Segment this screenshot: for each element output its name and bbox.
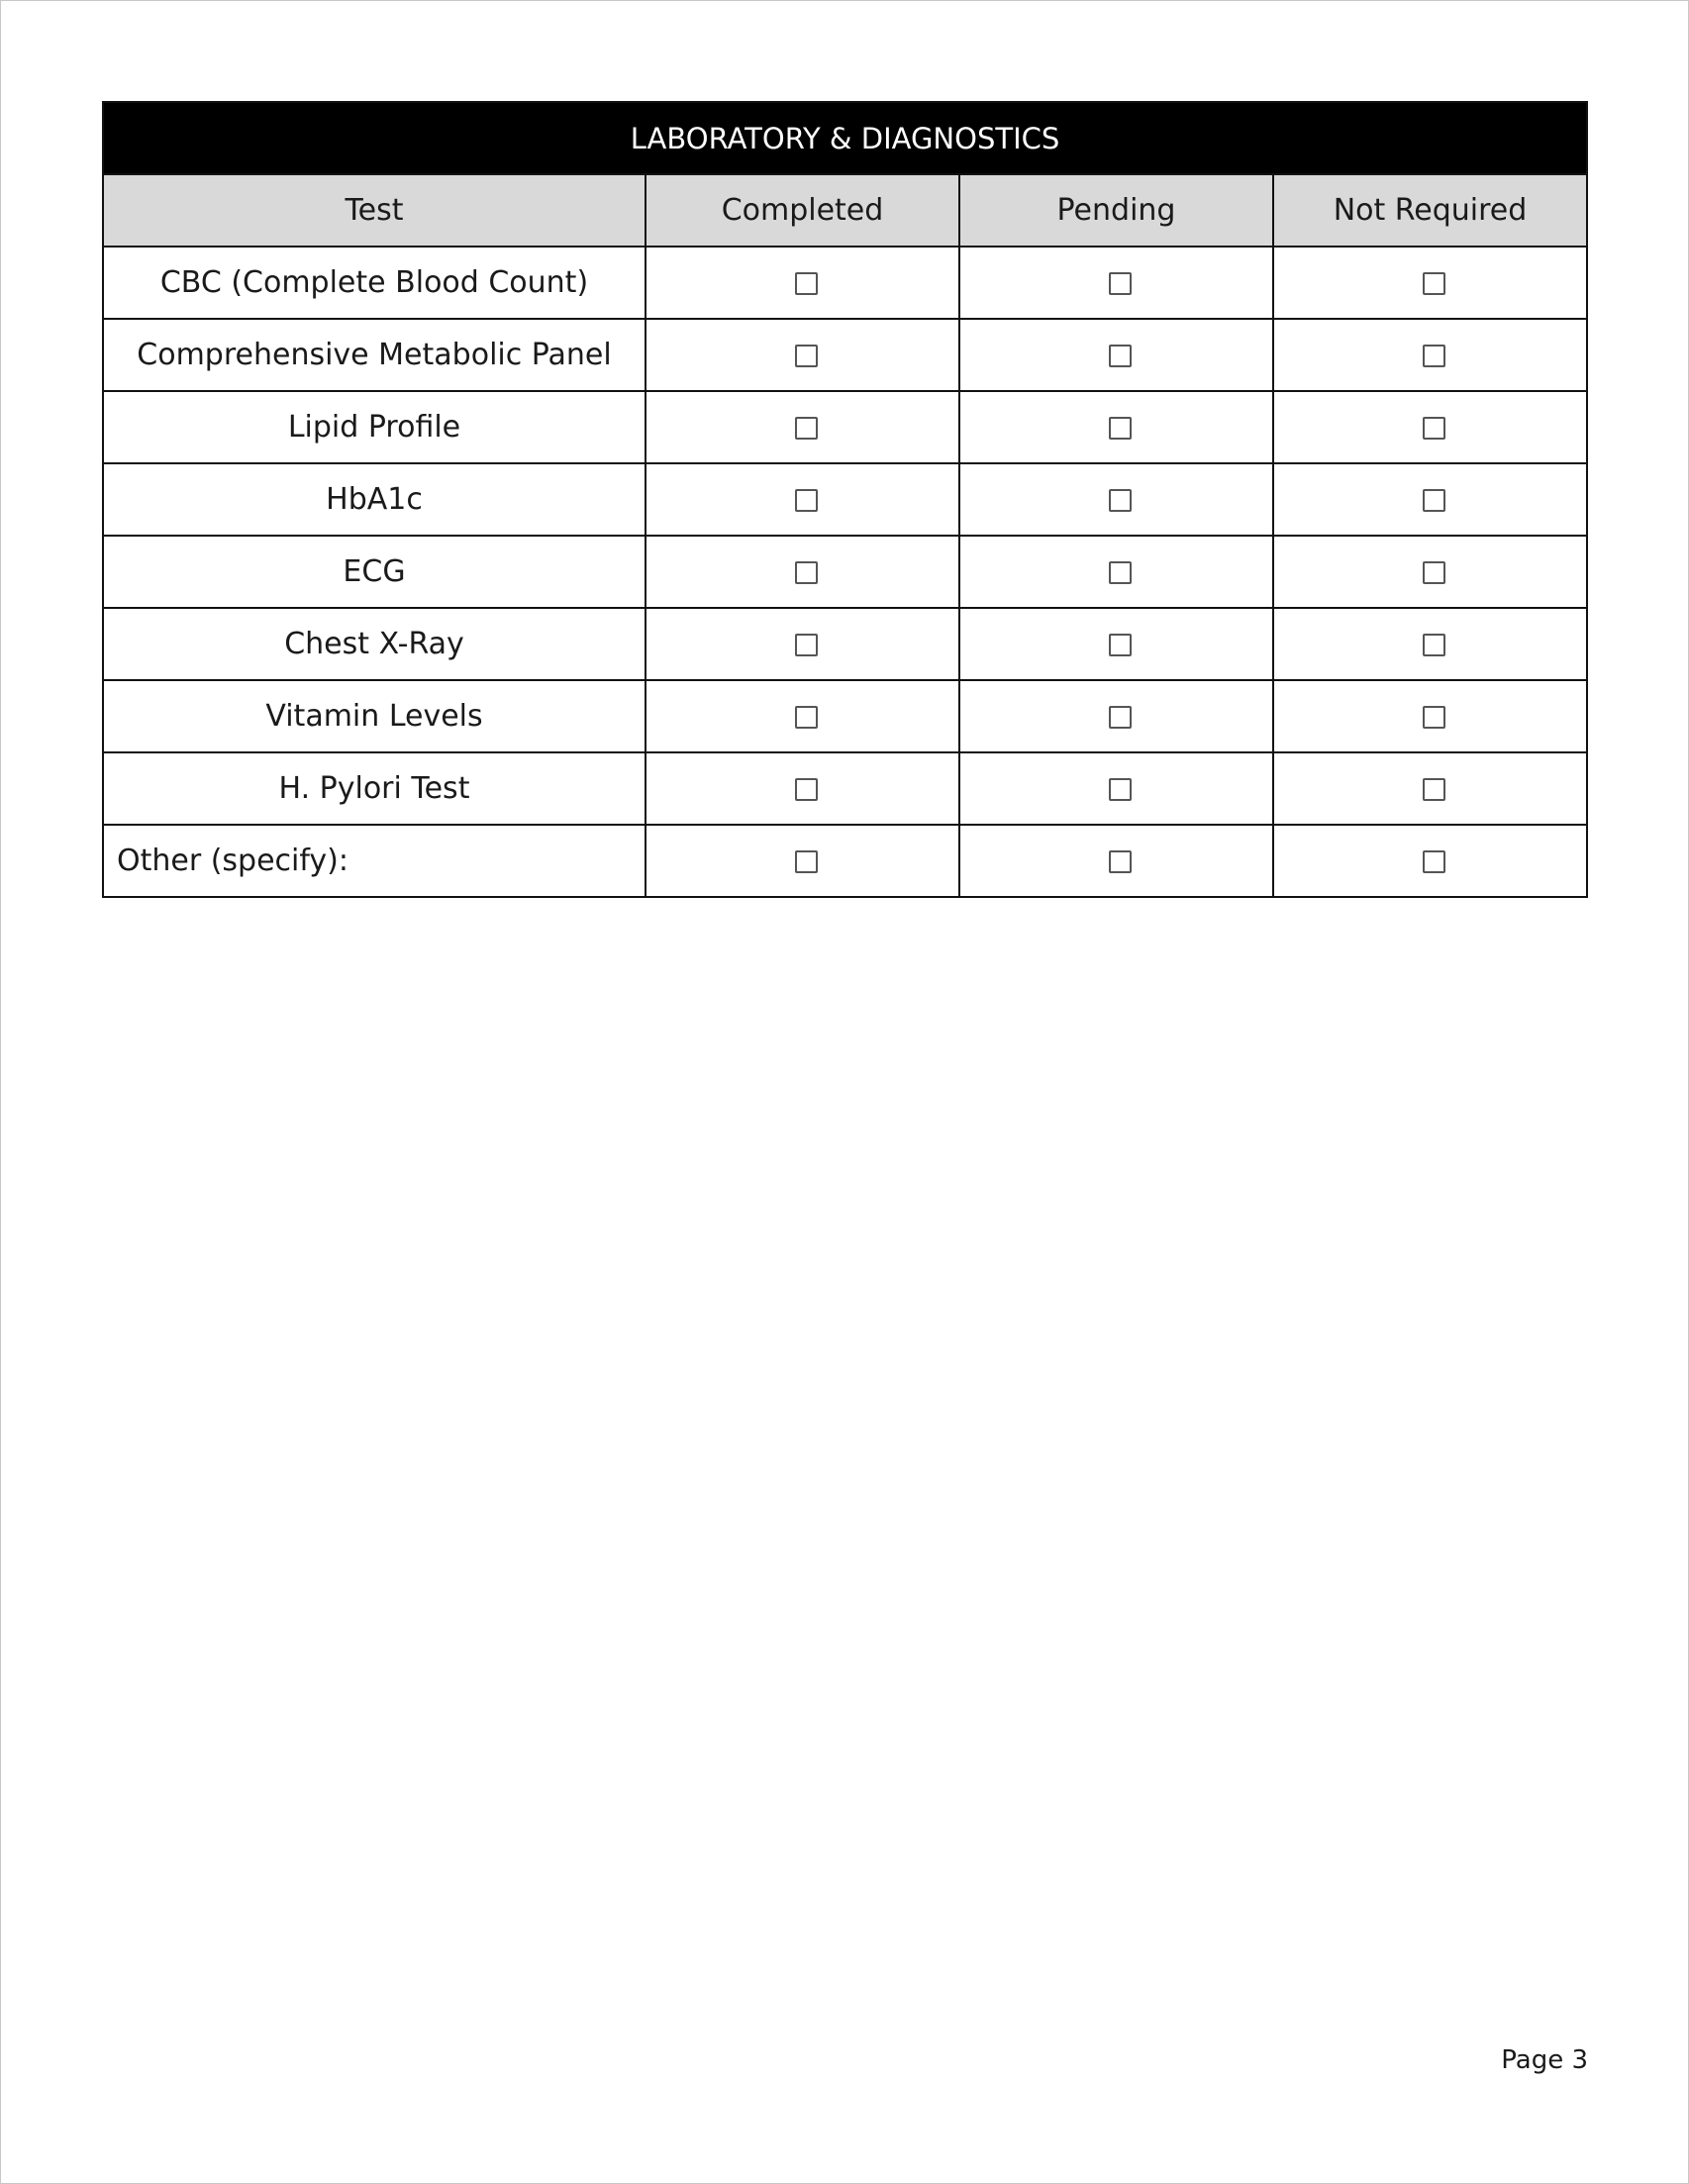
completed-checkbox[interactable] [795, 850, 818, 873]
completed-checkbox[interactable] [795, 778, 818, 801]
column-header-test: Test [103, 174, 646, 247]
test-name: Lipid Profile [103, 391, 646, 463]
not-required-cell [1273, 752, 1587, 825]
completed-checkbox[interactable] [795, 272, 818, 295]
pending-checkbox[interactable] [1109, 489, 1132, 512]
not-required-checkbox[interactable] [1423, 489, 1445, 512]
completed-cell [646, 536, 959, 608]
test-name: Comprehensive Metabolic Panel [103, 319, 646, 391]
table-row [103, 825, 1587, 897]
not-required-checkbox[interactable] [1423, 778, 1445, 801]
pending-cell [959, 463, 1273, 536]
completed-checkbox[interactable] [795, 706, 818, 729]
table-title-row [103, 102, 1587, 174]
pending-checkbox[interactable] [1109, 272, 1132, 295]
not-required-cell [1273, 825, 1587, 897]
test-name: H. Pylori Test [103, 752, 646, 825]
completed-checkbox[interactable] [795, 634, 818, 656]
pending-cell [959, 536, 1273, 608]
pending-checkbox[interactable] [1109, 778, 1132, 801]
column-header-pending: Pending [959, 174, 1273, 247]
not-required-cell [1273, 680, 1587, 752]
column-header-not-required: Not Required [1273, 174, 1587, 247]
pending-checkbox[interactable] [1109, 634, 1132, 656]
not-required-checkbox[interactable] [1423, 850, 1445, 873]
pending-cell [959, 825, 1273, 897]
pending-cell [959, 752, 1273, 825]
completed-cell [646, 391, 959, 463]
table-row [103, 391, 1587, 463]
pending-cell [959, 247, 1273, 319]
table-row [103, 319, 1587, 391]
laboratory-diagnostics-table [102, 101, 1588, 898]
table-title: LABORATORY & DIAGNOSTICS [103, 102, 1587, 174]
completed-checkbox[interactable] [795, 345, 818, 367]
not-required-checkbox[interactable] [1423, 345, 1445, 367]
pending-cell [959, 680, 1273, 752]
table-row [103, 752, 1587, 825]
not-required-cell [1273, 536, 1587, 608]
pending-checkbox[interactable] [1109, 850, 1132, 873]
test-name: HbA1c [103, 463, 646, 536]
table-row [103, 608, 1587, 680]
table-row [103, 680, 1587, 752]
column-header-row [103, 174, 1587, 247]
test-name: Vitamin Levels [103, 680, 646, 752]
table-row [103, 247, 1587, 319]
completed-cell [646, 825, 959, 897]
not-required-checkbox[interactable] [1423, 634, 1445, 656]
completed-cell [646, 608, 959, 680]
table-row [103, 463, 1587, 536]
pending-cell [959, 391, 1273, 463]
not-required-checkbox[interactable] [1423, 417, 1445, 440]
pending-checkbox[interactable] [1109, 706, 1132, 729]
pending-cell [959, 608, 1273, 680]
completed-cell [646, 752, 959, 825]
test-name: CBC (Complete Blood Count) [103, 247, 646, 319]
not-required-checkbox[interactable] [1423, 561, 1445, 584]
completed-cell [646, 247, 959, 319]
completed-cell [646, 463, 959, 536]
pending-checkbox[interactable] [1109, 345, 1132, 367]
pending-checkbox[interactable] [1109, 417, 1132, 440]
completed-checkbox[interactable] [795, 417, 818, 440]
pending-cell [959, 319, 1273, 391]
completed-checkbox[interactable] [795, 561, 818, 584]
not-required-cell [1273, 608, 1587, 680]
page-number: Page 3 [1501, 2045, 1588, 2075]
not-required-cell [1273, 463, 1587, 536]
not-required-cell [1273, 247, 1587, 319]
pending-checkbox[interactable] [1109, 561, 1132, 584]
completed-checkbox[interactable] [795, 489, 818, 512]
not-required-cell [1273, 319, 1587, 391]
not-required-cell [1273, 391, 1587, 463]
completed-cell [646, 680, 959, 752]
other-specify-field[interactable]: Other (specify): [103, 825, 646, 897]
test-name: Chest X-Ray [103, 608, 646, 680]
completed-cell [646, 319, 959, 391]
test-name: ECG [103, 536, 646, 608]
not-required-checkbox[interactable] [1423, 706, 1445, 729]
not-required-checkbox[interactable] [1423, 272, 1445, 295]
column-header-completed: Completed [646, 174, 959, 247]
table-row [103, 536, 1587, 608]
